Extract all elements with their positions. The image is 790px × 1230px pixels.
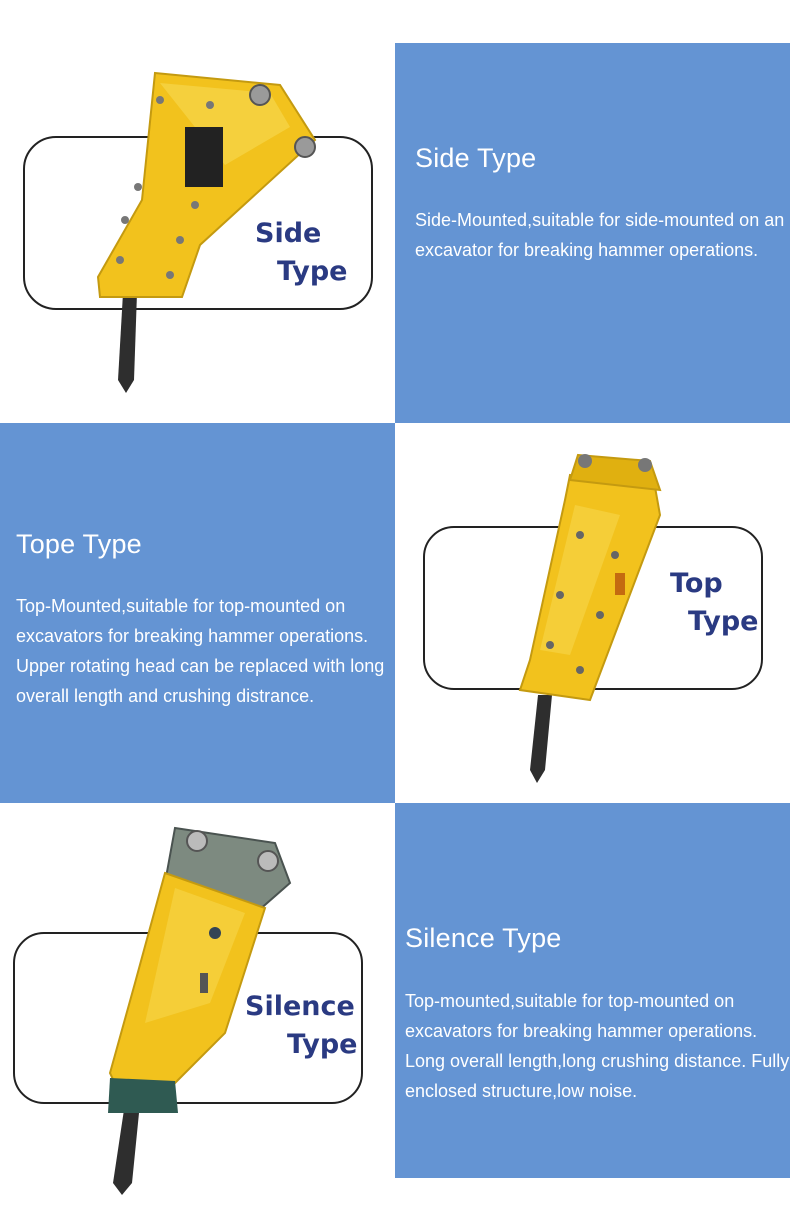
- silence-label-line2: Type: [287, 1029, 358, 1060]
- silence-type-label: [245, 988, 357, 1064]
- side-label-line1: Side: [255, 218, 322, 249]
- silence-type-title: Silence Type: [405, 923, 562, 953]
- top-type-description: Top-Mounted,suitable for top-mounted on excavators for breaking hammer operations. Upper rotating head can be replaced with long overall length and crushing distrance.: [16, 596, 385, 706]
- top-type-illustration: [420, 445, 770, 790]
- silence-type-description: Top-mounted,suitable for top-mounted on excavators for breaking hammer operations. Long overall length,long crushing distance. Fully enclosed structure,low noise.: [405, 991, 790, 1101]
- silence-label-line1: Silence: [245, 991, 355, 1022]
- top-type-title: Tope Type: [16, 529, 142, 559]
- silence-chisel: [113, 1103, 140, 1195]
- silence-type-illustration: [10, 823, 370, 1198]
- top-type-panel: [0, 423, 395, 803]
- silence-type-panel: [395, 803, 790, 1178]
- side-type-illustration: [20, 65, 380, 405]
- top-chisel: [530, 695, 552, 783]
- side-label-line2: Type: [277, 256, 348, 287]
- side-type-title: Side Type: [415, 143, 537, 173]
- side-type-panel: [395, 43, 790, 423]
- top-label-line1: Top: [670, 568, 723, 599]
- side-type-description: Side-Mounted,suitable for side-mounted on an excavator for breaking hammer operations.: [415, 210, 785, 260]
- top-type-label: [670, 565, 758, 641]
- side-type-label: [255, 215, 347, 291]
- top-label-line2: Type: [688, 606, 759, 637]
